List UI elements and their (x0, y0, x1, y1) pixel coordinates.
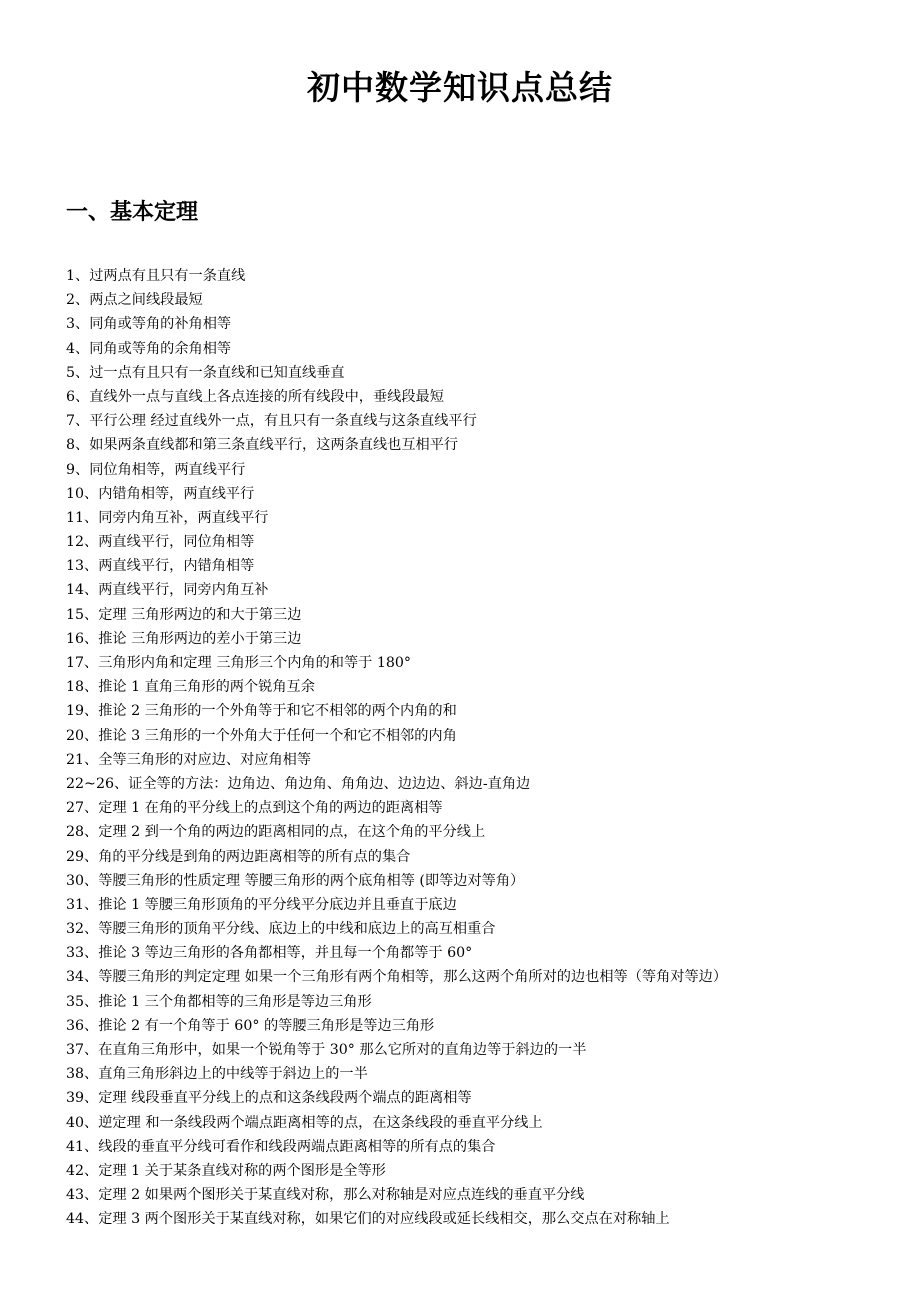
theorem-item: 16、推论 三角形两边的差小于第三边 (66, 630, 302, 647)
theorem-item: 6、直线外一点与直线上各点连接的所有线段中，垂线段最短 (66, 388, 444, 405)
theorem-item: 1、过两点有且只有一条直线 (66, 268, 246, 284)
theorem-item: 38、直角三角形斜边上的中线等于斜边上的一半 (66, 1066, 368, 1083)
theorem-item: 14、两直线平行，同旁内角互补 (66, 582, 269, 599)
theorem-item: 39、定理 线段垂直平分线上的点和这条线段两个端点的距离相等 (66, 1090, 472, 1107)
theorem-item: 10、内错角相等，两直线平行 (66, 485, 255, 502)
theorem-list (66, 264, 866, 1232)
theorem-item: 30、等腰三角形的性质定理 等腰三角形的两个底角相等 (即等边对等角） (66, 872, 525, 889)
theorem-item: 22~26、证全等的方法：边角边、角边角、角角边、边边边、斜边-直角边 (66, 775, 531, 792)
theorem-item: 3、同角或等角的补角相等 (66, 316, 232, 333)
theorem-item: 29、角的平分线是到角的两边距离相等的所有点的集合 (66, 848, 411, 865)
theorem-item: 28、定理 2 到一个角的两边的距离相同的点，在这个角的平分线上 (66, 824, 486, 841)
theorem-item: 4、同角或等角的余角相等 (66, 340, 232, 357)
theorem-item: 41、线段的垂直平分线可看作和线段两端点距离相等的所有点的集合 (66, 1138, 496, 1155)
theorem-item: 32、等腰三角形的顶角平分线、底边上的中线和底边上的高互相重合 (66, 921, 496, 938)
theorem-item: 11、同旁内角互补，两直线平行 (66, 509, 269, 526)
theorem-item: 33、推论 3 等边三角形的各角都相等，并且每一个角都等于 60° (66, 945, 473, 962)
theorem-item: 12、两直线平行，同位角相等 (66, 534, 255, 551)
theorem-item: 13、两直线平行，内错角相等 (66, 558, 255, 575)
theorem-item: 44、定理 3 两个图形关于某直线对称，如果它们的对应线段或延长线相交，那么交点在对称轴上 (66, 1211, 670, 1228)
theorem-item: 20、推论 3 三角形的一个外角大于任何一个和它不相邻的内角 (66, 727, 457, 744)
theorem-item: 5、过一点有且只有一条直线和已知直线垂直 (66, 364, 345, 381)
theorem-item: 2、两点之间线段最短 (66, 292, 203, 309)
theorem-item: 34、等腰三角形的判定定理 如果一个三角形有两个角相等，那么这两个角所对的边也相等（等角对等边） (66, 969, 728, 986)
document-title: 初中数学知识点总结 (307, 68, 613, 107)
theorem-item: 19、推论 2 三角形的一个外角等于和它不相邻的两个内角的和 (66, 703, 457, 720)
theorem-item: 35、推论 1 三个角都相等的三角形是等边三角形 (66, 993, 372, 1010)
theorem-item: 17、三角形内角和定理 三角形三个内角的和等于 180° (66, 655, 411, 671)
theorem-item: 8、如果两条直线都和第三条直线平行，这两条直线也互相平行 (66, 437, 459, 454)
theorem-item: 36、推论 2 有一个角等于 60° 的等腰三角形是等边三角形 (66, 1017, 435, 1034)
theorem-item: 18、推论 1 直角三角形的两个锐角互余 (66, 679, 315, 696)
theorem-item: 9、同位角相等，两直线平行 (66, 461, 246, 478)
theorem-item: 40、逆定理 和一条线段两个端点距离相等的点，在这条线段的垂直平分线上 (66, 1114, 543, 1131)
theorem-item: 27、定理 1 在角的平分线上的点到这个角的两边的距离相等 (66, 800, 443, 817)
theorem-item: 21、全等三角形的对应边、对应角相等 (66, 751, 312, 768)
theorem-item: 15、定理 三角形两边的和大于第三边 (66, 606, 302, 623)
theorem-item: 43、定理 2 如果两个图形关于某直线对称，那么对称轴是对应点连线的垂直平分线 (66, 1187, 585, 1204)
theorem-item: 7、平行公理 经过直线外一点，有且只有一条直线与这条直线平行 (66, 413, 477, 430)
section-heading: 一、基本定理 (66, 200, 199, 225)
theorem-item: 37、在直角三角形中，如果一个锐角等于 30° 那么它所对的直角边等于斜边的一半 (66, 1042, 587, 1058)
theorem-item: 42、定理 1 关于某条直线对称的两个图形是全等形 (66, 1162, 386, 1179)
theorem-item: 31、推论 1 等腰三角形顶角的平分线平分底边并且垂直于底边 (66, 896, 457, 913)
